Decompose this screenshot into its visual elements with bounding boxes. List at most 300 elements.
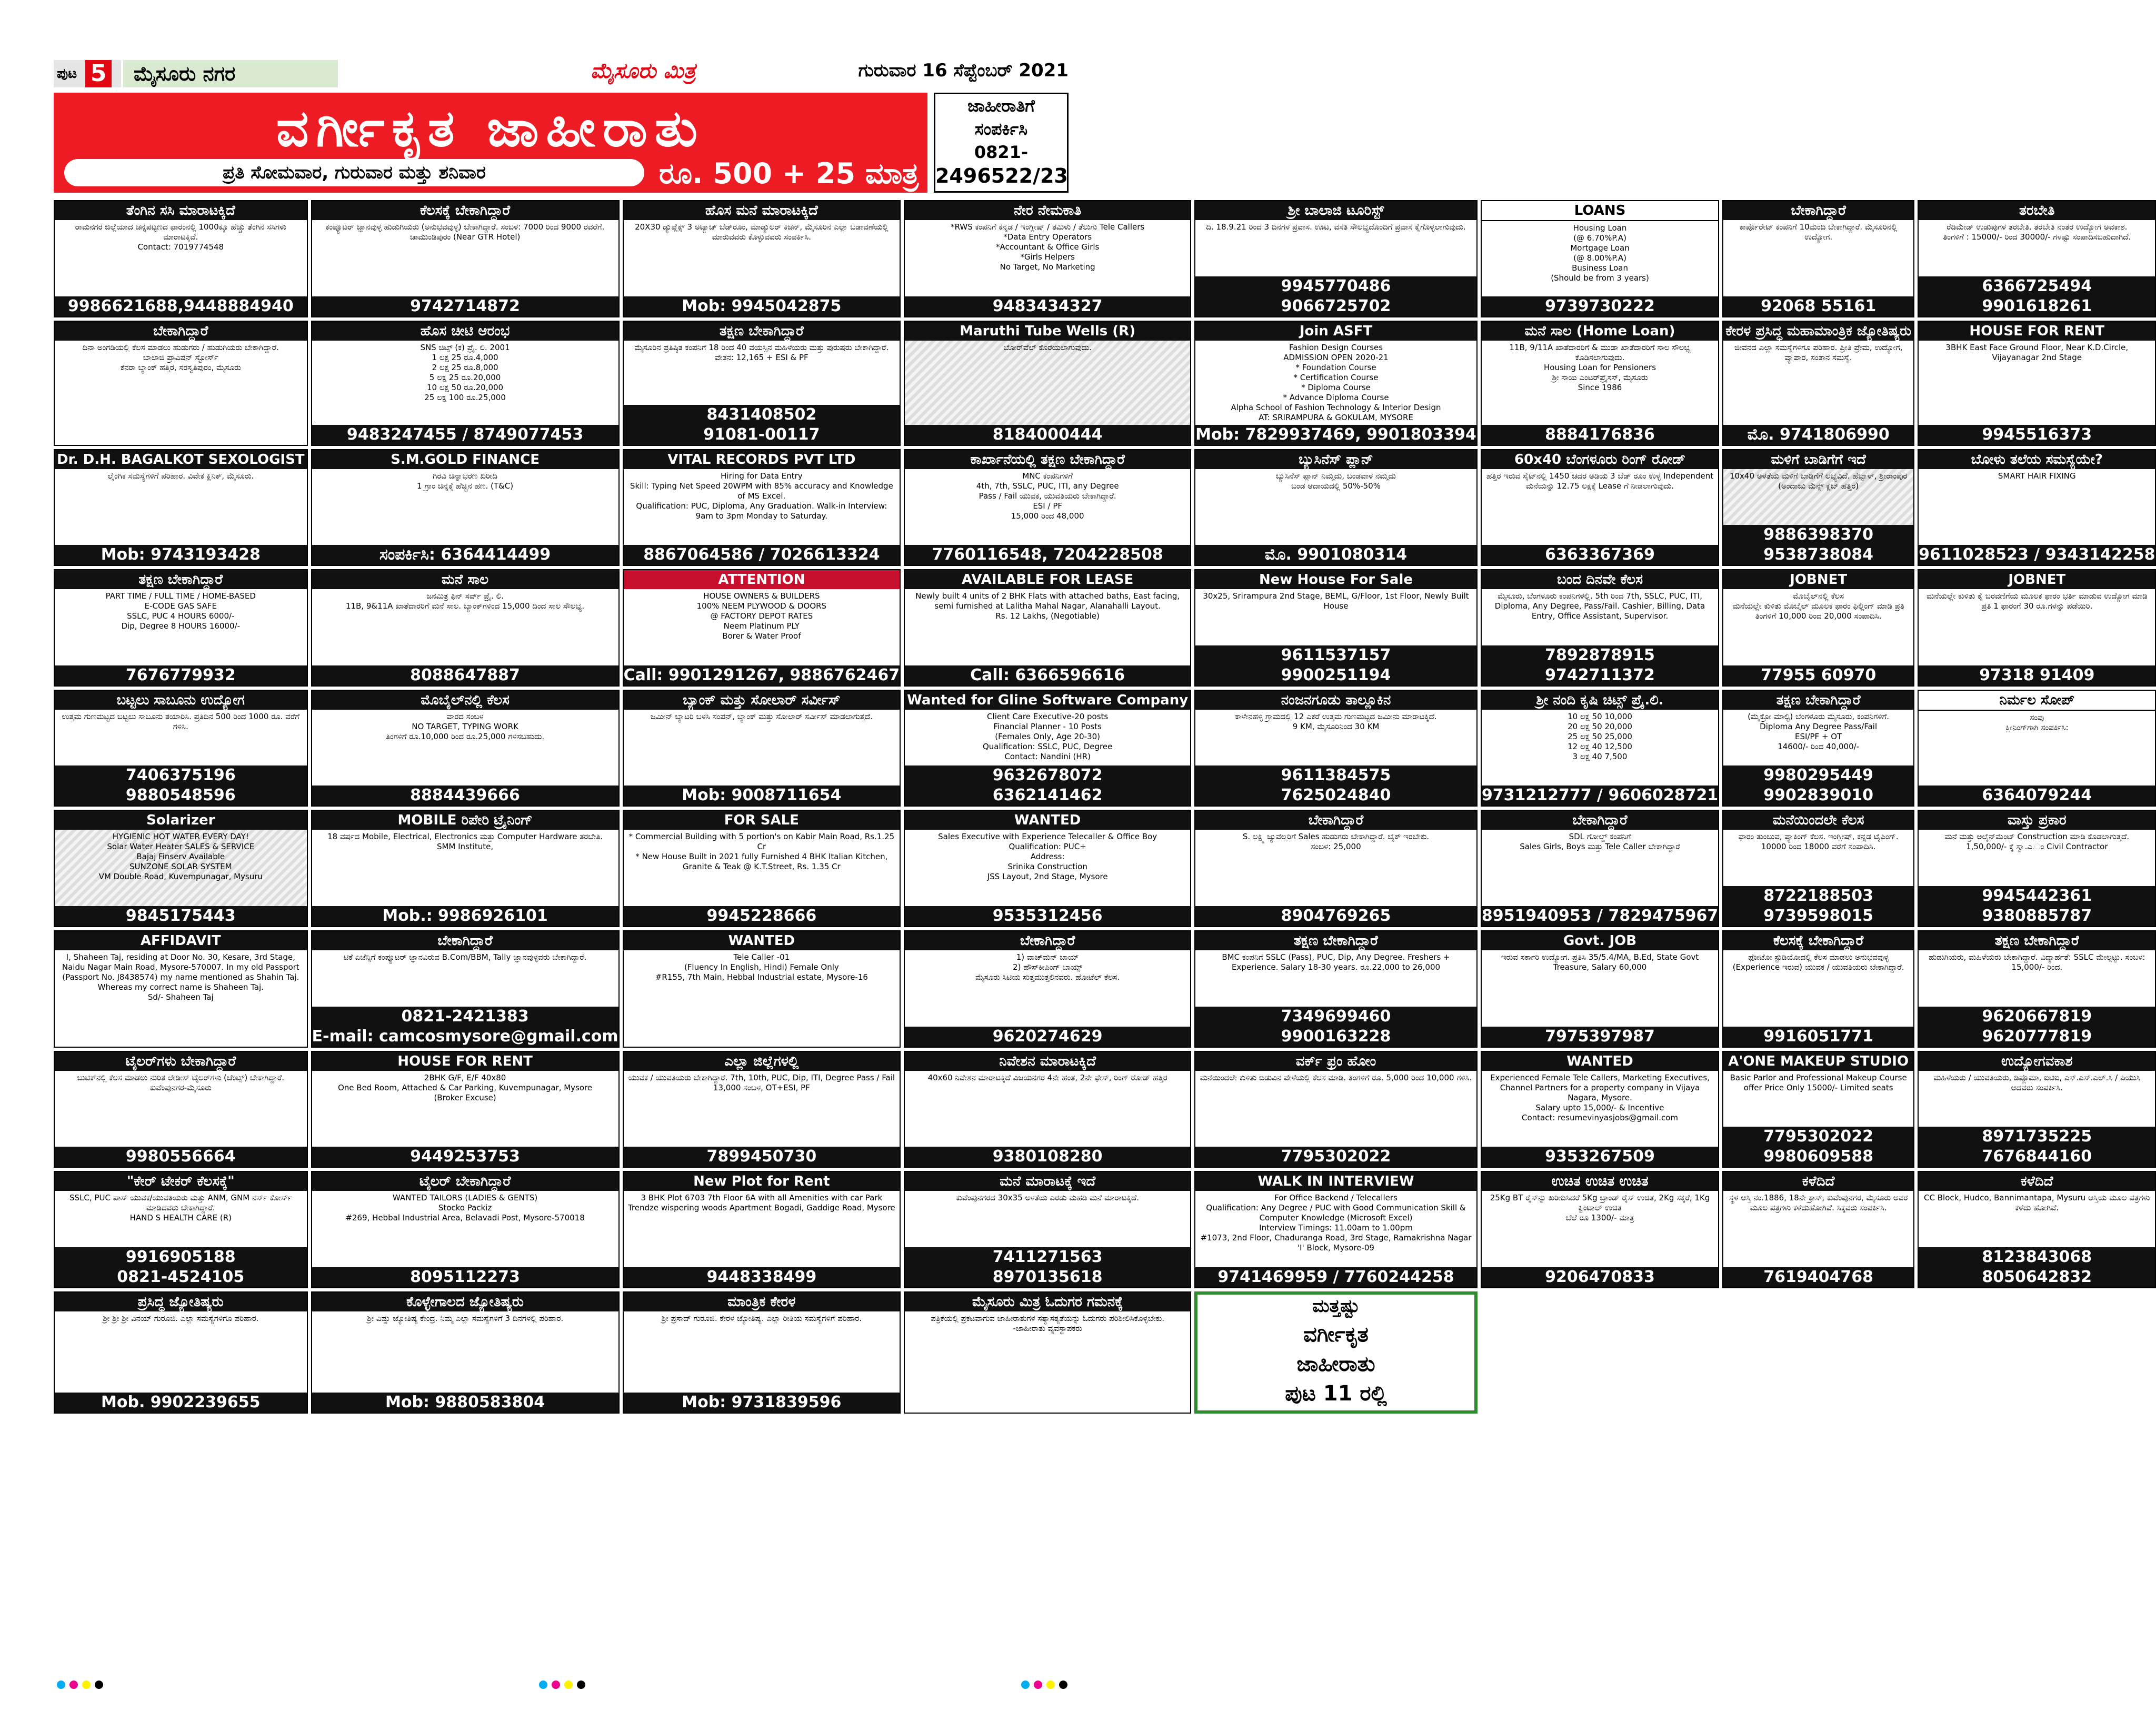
classified-ad xyxy=(1194,1171,1478,1288)
classified-ad xyxy=(1481,321,1719,446)
ad-phone: Mob.: 9986926101 xyxy=(312,906,618,926)
ad-body: ಉತ್ತಮ ಗುಣಮಟ್ಟದ ಬಟ್ಟಲು ಸಾಬೂನು ತಯಾರಿಸಿ. ಪ್ರತಿದಿನ 500 ರಿಂದ 1000 ರೂ. ವರೆಗೆ ಗಳಿಸಿ. xyxy=(62,711,300,731)
ad-title: ಬಂದ ದಿನವೇ ಕೆಲಸ xyxy=(1482,570,1718,589)
ad-title: AVAILABLE FOR LEASE xyxy=(905,570,1190,589)
ad-title: Maruthi Tube Wells (R) xyxy=(905,322,1190,341)
ad-body: ಫಾರಂ ತುಂಬುವ, ಪ್ಯಾಕಿಂಗ್ ಕೆಲಸ. ಇಂಗ್ಲೀಷ್, ಕನ್ನಡ ಟೈಪಿಂಗ್. 10000 ರಿಂದ 18000 ವರೆಗೆ ಸಂಪಾದಿಸಿ. xyxy=(1738,832,1899,852)
ad-title: ತಕ್ಷಣ ಬೇಕಾಗಿದ್ದಾರೆ xyxy=(624,322,900,341)
classified-ad xyxy=(54,200,308,317)
ad-phone: Call: 6366596616 xyxy=(905,665,1190,685)
classified-ad xyxy=(1722,321,1914,446)
magenta-dot xyxy=(1034,1681,1042,1689)
classified-ad xyxy=(1481,1051,1719,1168)
ad-phone: ಮೊ. 9741806990 xyxy=(1723,425,1913,445)
ad-phone: 9945770486 9066725702 xyxy=(1195,276,1476,316)
black-dot xyxy=(577,1681,585,1689)
ad-body: ಶ್ರೀ ಪ್ರಸಾದ್ ಗುರೂಜಿ. ಕೇರಳ ಜ್ಯೋತಿಷ್ಯ. ಎಲ್ಲಾ ರೀತಿಯ ಸಮಸ್ಯೆಗಳಿಗೆ ಪರಿಹಾರ. xyxy=(661,1313,862,1323)
page-header xyxy=(54,57,1069,90)
ad-body: Newly built 4 units of 2 BHK Flats with attached baths, East facing, semi furnished at Lalitha Mahal Nagar, Alanahalli Layout. Rs. 12 Lakhs, (Negotiable) xyxy=(915,591,1180,621)
ad-body: ಸಂಪು ಕ್ಲೀನಿಂಗ್‌ಗಾಗಿ ಸಂಪರ್ಕಿಸಿ: xyxy=(2005,712,2069,732)
ad-phone: Mob: 9008711654 xyxy=(624,786,900,806)
ad-body: ಗಿರವಿ ಚಿನ್ನಾಭರಣ ಖರೀದಿ 1 ಗ್ರಾಂ ಚಿನ್ನಕ್ಕೆ ಹೆಚ್ಚಿನ ಹಣ. (T&C) xyxy=(417,471,514,491)
ad-body: ಶ್ರೀ ಶ್ರೀ ಶ್ರೀ ವಿನಯ್ ಗುರೂಜಿ. ಎಲ್ಲಾ ಸಮಸ್ಯೆಗಳಿಗೂ ಪರಿಹಾರ. xyxy=(103,1313,259,1323)
ad-phone: 9741469959 / 7760244258 xyxy=(1195,1267,1476,1287)
classified-ad xyxy=(1194,1051,1478,1168)
classified-ad xyxy=(1722,1171,1914,1288)
classified-ad xyxy=(1194,690,1478,807)
ad-body: 11B, 9/11A ಖಾತೆದಾರರಿಗೆ & ಮುಡಾ ಖಾತೆದಾರರಿಗೆ ಸಾಲ ಸೌಲಭ್ಯ ಕೊಡಿಸಲಾಗುವುದು. Housing Loan for Pensioners ಶ್ರೀ ಸಾಯಿ ಎಂಟರ್‌ಪ್ರೈಸಸ್, ಮೈಸೂರು Since 1986 xyxy=(1509,342,1691,392)
banner-subtitle: ಪ್ರತಿ ಸೋಮವಾರ, ಗುರುವಾರ ಮತ್ತು ಶನಿವಾರ xyxy=(64,159,644,186)
ad-body: ಕಾಳೇನಹಳ್ಳಿ ಗ್ರಾಮದಲ್ಲಿ 12 ಎಕರೆ ಉತ್ತಮ ಗುಣಮಟ್ಟದ ಜಮೀನು ಮಾರಾಟಕ್ಕಿದೆ. 9 KM, ಮೈಸೂರಿನಿಂದ 30 KM xyxy=(1235,711,1437,731)
ad-phone: 8722188503 9739598015 xyxy=(1723,886,1913,926)
contact-number: 2496522/23 xyxy=(935,164,1068,187)
ad-body: ಕಂಪ್ಯೂಟರ್ ಜ್ಞಾನವುಳ್ಳ ಹುಡುಗಿಯರು (ಅನುಭವವುಳ್ಳ) ಬೇಕಾಗಿದ್ದಾರೆ. ಸಂಬಳ: 7000 ರಿಂದ 9000 ರವರೆಗೆ. ಚಾಮುಂಡಿಪುರಂ (Near GTR Hotel) xyxy=(325,222,605,242)
ad-title: ತಕ್ಷಣ ಬೇಕಾಗಿದ್ದಾರೆ xyxy=(1723,691,1913,710)
ad-title: WANTED xyxy=(905,811,1190,830)
ad-phone: 8431408502 91081-00117 xyxy=(624,405,900,445)
ad-body: ಕುವೆಂಪುನಗರದ 30x35 ಅಳತೆಯ ಎರಡು ಮಹಡಿ ಮನೆ ಮಾರಾಟಕ್ಕಿದೆ. xyxy=(956,1193,1140,1203)
ad-phone: 9739730222 xyxy=(1482,296,1718,316)
black-dot xyxy=(1059,1681,1067,1689)
ad-title: ಮನೆ ಸಾಲ xyxy=(312,570,618,589)
ad-title: ತರಬೇತಿ xyxy=(1919,201,2155,220)
ad-title: VITAL RECORDS PVT LTD xyxy=(624,450,900,469)
ad-phone: 9611537157 9900251194 xyxy=(1195,645,1476,685)
ad-title: ಬೇಕಾಗಿದ್ದಾರೆ xyxy=(55,322,307,341)
classified-ad xyxy=(1481,569,1719,687)
classified-ad xyxy=(311,1051,620,1168)
ad-body: ಮೈಸೂರಿನ ಪ್ರತಿಷ್ಠಿತ ಕಂಪನಿಗೆ 18 ರಿಂದ 40 ವಯಸ್ಸಿನ ಮಹಿಳೆಯರು ಮತ್ತು ಪುರುಷರು ಬೇಕಾಗಿದ್ದಾರೆ. ವೇತನ: 12,165 + ESI & PF xyxy=(634,342,889,362)
ad-body: Basic Parlor and Professional Makeup Course offer Price Only 15000/- Limited seats xyxy=(1730,1072,1907,1092)
ad-body: ಕಾರ್ಪೊರೇಟ್ ಕಂಪನಿಗೆ 10ಮಂದಿ ಬೇಕಾಗಿದ್ದಾರೆ. ಮೈಸೂರಿನಲ್ಲಿ ಉದ್ಯೋಗ. xyxy=(1739,222,1898,242)
classified-ad xyxy=(311,930,620,1048)
ad-title: ಶ್ರೀ ಬಾಲಾಜಿ ಟೂರಿಸ್ಟ್ xyxy=(1195,201,1476,220)
ad-phone: Mob: 9945042875 xyxy=(624,296,900,316)
ad-body: ಬುಟಿಕ್‌ನಲ್ಲಿ ಕೆಲಸ ಮಾಡಲು ನುರಿತ ಲೇಡೀಸ್ ಟೈಲರ್‌ಗಳು (ಜೆಂಟ್ಸ್) ಬೇಕಾಗಿದ್ದಾರೆ. ಕುವೆಂಪುನಗರ-ಮೈಸೂರು xyxy=(77,1072,285,1092)
classified-ad xyxy=(54,321,308,446)
ad-phone: 8123843068 8050642832 xyxy=(1919,1247,2155,1287)
ad-body: 20X30 ಡ್ಯುಪ್ಲೆಕ್ಸ್ 3 ಅಟ್ಯಾಚ್ ಬೆಡ್‌ರೂಂ, ಮಾಡ್ಯುಲರ್ ಕಿಚನ್, ಮೈಸೂರಿನ ಎಲ್ಲಾ ಬಡಾವಣೆಯಲ್ಲಿ ಮಾರುವವರು ಕೊಳ್ಳುವವರು ಸಂಪರ್ಕಿಸಿ. xyxy=(635,222,889,242)
classified-ad xyxy=(311,1291,620,1414)
ad-body: *RWS ಕಂಪನಿಗೆ ಕನ್ನಡ / ಇಂಗ್ಲೀಷ್ / ತಮಿಳು / ತೆಲುಗು Tele Callers *Data Entry Operators *Accountant & Office Girls *Girls Helpers No Target, No Marketing xyxy=(951,222,1145,272)
ad-title: ಮನೆ ಮಾರಾಟಕ್ಕೆ ಇದೆ xyxy=(905,1172,1190,1191)
ad-title: ಕೇರಳ ಪ್ರಸಿದ್ಧ ಮಹಾಮಾಂತ್ರಿಕ ಜ್ಯೋತಿಷ್ಯರು xyxy=(1723,322,1913,341)
ad-phone: 9535312456 xyxy=(905,906,1190,926)
ad-title: ವರ್ಕ್ ಫ್ರಂ ಹೋಂ xyxy=(1195,1052,1476,1071)
ad-body: ಮನೆಯಿಂದಲೇ ಕುಳಿತು ಬಿಡುವಿನ ವೇಳೆಯಲ್ಲಿ ಕೆಲಸ ಮಾಡಿ. ತಿಂಗಳಿಗೆ ರೂ. 5,000 ರಿಂದ 10,000 ಗಳಿಸಿ. xyxy=(1200,1072,1472,1082)
classified-ad xyxy=(1481,930,1719,1048)
classified-ad xyxy=(54,810,308,927)
ad-title: ಬಟ್ಟಲು ಸಾಬೂನು ಉದ್ಯೋಗ xyxy=(55,691,307,710)
ad-phone: 7795302022 9980609588 xyxy=(1723,1127,1913,1167)
ad-phone: Call: 9901291267, 9886762467 xyxy=(623,665,900,684)
ad-phone: 97318 91409 xyxy=(1919,665,2155,685)
advertising-contact-box xyxy=(934,93,1069,193)
ad-title: New Plot for Rent xyxy=(624,1172,900,1191)
ad-body: Hiring for Data Entry Skill: Typing Net Speed 20WPM with 85% accuracy and Knowledge of MS Excel. Qualification: PUC, Diploma, Any Graduation. Walk-in Interview: 9am to 3pm Monday to Saturday. xyxy=(630,471,893,521)
ad-body: ಜೀವನದ ಎಲ್ಲಾ ಸಮಸ್ಯೆಗಳಿಗೂ ಪರಿಹಾರ. ಪ್ರೀತಿ ಪ್ರೇಮ, ಉದ್ಯೋಗ, ವ್ಯಾಪಾರ, ಸಂತಾನ ಸಮಸ್ಯೆ. xyxy=(1734,342,1903,362)
ad-phone: 9731212777 / 9606028721 xyxy=(1481,786,1719,805)
registration-marks-right xyxy=(1021,1681,1067,1693)
ad-title: Wanted for Gline Software Company xyxy=(905,691,1190,710)
ad-body: ಶ್ರೀ ವಿಷ್ಣು ಜ್ಯೋತಿಷ್ಯ ಕೇಂದ್ರ. ನಿಮ್ಮ ಎಲ್ಲಾ ಸಮಸ್ಯೆಗಳಿಗೆ 3 ದಿನಗಳಲ್ಲಿ ಪರಿಹಾರ. xyxy=(366,1313,564,1323)
ad-title: HOUSE FOR RENT xyxy=(1919,322,2155,341)
ad-title: ಟೈಲರ್ ಬೇಕಾಗಿದ್ದಾರೆ xyxy=(312,1172,618,1191)
ad-body: 40x60 ನಿವೇಶನ ಮಾರಾಟಕ್ಕಿದೆ ವಿಜಯನಗರ 4ನೇ ಹಂತ, 2ನೇ ಫೇಸ್, ರಿಂಗ್ ರೋಡ್ ಹತ್ತಿರ xyxy=(927,1072,1167,1082)
ad-title: A'ONE MAKEUP STUDIO xyxy=(1723,1052,1913,1071)
ad-title: JOBNET xyxy=(1723,570,1913,589)
yellow-dot xyxy=(564,1681,573,1689)
classified-ad xyxy=(1194,321,1478,446)
ad-phone: 9611384575 7625024840 xyxy=(1195,765,1476,806)
ad-phone: 9945228666 xyxy=(624,906,900,926)
ad-title: LOANS xyxy=(1482,201,1718,221)
ad-phone: 7676779932 xyxy=(55,665,307,685)
ad-title: New House For Sale xyxy=(1195,570,1476,589)
ad-phone: 7975397987 xyxy=(1482,1027,1718,1047)
ad-body: 3BHK East Face Ground Floor, Near K.D.Circle, Vijayanagar 2nd Stage xyxy=(1945,342,2129,362)
ad-phone: 8971735225 7676844160 xyxy=(1919,1127,2155,1167)
ad-body: Tele Caller -01 (Fluency In English, Hindi) Female Only #R155, 7th Main, Hebbal Industrial estate, Mysore-16 xyxy=(655,952,868,982)
ad-phone: 9845175443 xyxy=(55,906,307,926)
ad-body: Housing Loan (@ 6.70%P.A) Mortgage Loan (@ 8.00%P.A) Business Loan (Should be from 3 years) xyxy=(1551,223,1649,283)
ad-body: ಮನೆ ಮತ್ತು ಅಲೈನ್‌ಮೆಂಟ್ Construction ಮಾಡಿ ಕೊಡಲಾಗುತ್ತದೆ. 1,50,000/- ಕ್ಕೆ ಸ್ವಾ.ಎ.ಂ Civil Contractor xyxy=(1944,832,2130,852)
contact-line-3: 0821- xyxy=(974,142,1029,162)
registration-marks-left xyxy=(57,1681,103,1693)
ad-body: PART TIME / FULL TIME / HOME-BASED E-CODE GAS SAFE SSLC, PUC 4 HOURS 6000/- Dip, Degree 8 HOURS 16000/- xyxy=(105,591,256,631)
ad-title: ಮೊಬೈಲ್‌ನಲ್ಲಿ ಕೆಲಸ xyxy=(312,691,618,710)
ad-phone: 6366725494 9901618261 xyxy=(1919,276,2155,316)
classified-ad xyxy=(1481,1171,1719,1288)
ad-title: ಹೊಸ ಮನೆ ಮಾರಾಟಕ್ಕಿದೆ xyxy=(624,201,900,220)
ad-title: ಪ್ರಸಿದ್ಧ ಜ್ಯೋತಿಷ್ಯರು xyxy=(55,1293,307,1311)
ad-title: ಮನೆ ಸಾಲ (Home Loan) xyxy=(1482,322,1718,341)
ad-phone: 7406375196 9880548596 xyxy=(55,765,307,806)
ad-body: SDL ಗೋಲ್ಡ್ ಕಂಪನಿಗೆ Sales Girls, Boys ಮತ್ತು Tele Caller ಬೇಕಾಗಿದ್ದಾರೆ xyxy=(1520,832,1680,852)
classified-ad xyxy=(311,690,620,807)
ad-phone: 9945516373 xyxy=(1919,425,2155,445)
ad-phone: 7619404768 xyxy=(1723,1267,1913,1287)
classified-ad xyxy=(1918,930,2156,1048)
classified-ad xyxy=(311,449,620,566)
ad-title: ಮೈಸೂರು ಮಿತ್ರ ಓದುಗರ ಗಮನಕ್ಕೆ xyxy=(905,1293,1190,1311)
ad-title: WANTED xyxy=(1482,1052,1718,1071)
ad-body: Fashion Design Courses ADMISSION OPEN 2020-21 * Foundation Course * Certification Course * Diploma Course * Advance Diploma Course Alpha School of Fashion Technology & Interior Design AT: SRIRAMPURA & GOKULAM, MYSORE xyxy=(1231,342,1441,422)
ad-title: ಕೆಲಸಕ್ಕೆ ಬೇಕಾಗಿದ್ದಾರೆ xyxy=(1723,931,1913,950)
ad-phone: 92068 55161 xyxy=(1723,296,1913,316)
classified-ad xyxy=(1722,690,1914,807)
classified-ad xyxy=(1481,810,1719,927)
ad-phone: 9483434327 xyxy=(905,296,1190,316)
ad-phone: Mob: 7829937469, 9901803394 xyxy=(1195,425,1476,444)
classified-ad xyxy=(1722,1051,1914,1168)
ad-phone: 9886398370 9538738084 xyxy=(1723,525,1913,565)
ad-body: ವಾರದ ಸಂಬಳ NO TARGET, TYPING WORK ತಿಂಗಳಿಗೆ ರೂ.10,000 ರಿಂದ ರೂ.25,000 ಗಳಿಸಬಹುದು. xyxy=(385,711,545,741)
ad-phone: 0821-2421383 E-mail: camcosmysore@gmail.com xyxy=(312,1007,618,1046)
magenta-dot xyxy=(552,1681,560,1689)
classified-ad xyxy=(623,1051,901,1168)
ad-title: JOBNET xyxy=(1919,570,2155,589)
ad-body: 10x40 ಅಳತೆಯ ಮಳಿಗೆ ಬಾಡಿಗೆಗೆ ಲಭ್ಯವಿದೆ. ಹೆಬ್ಬಾಳ್, ಶ್ರೀರಾಂಪುರ (ಅಂದಾಜು ಮೆನ್ಸ್ ಕ್ಲಬ್ ಹತ್ತಿರ) xyxy=(1723,469,1913,525)
ad-body: ಹತ್ತಿರ ಇರುವ ಸೈಟ್‌ನಲ್ಲಿ 1450 ಚದರ ಅಡಿಯ 3 ಬೆಡ್ ರೂಂ ಉಳ್ಳ Independent ಮನೆಯನ್ನು 12.75 ಲಕ್ಷಕ್ಕೆ Lease ಗೆ ನೀಡಲಾಗುವುದು. xyxy=(1486,471,1714,491)
contact-line-2: ಸಂಪರ್ಕಿಸಿ xyxy=(974,119,1028,139)
ad-body: ದಿನಾ ಅಂಗಡಿಯಲ್ಲಿ ಕೆಲಸ ಮಾಡಲು ಹುಡುಗರು / ಹುಡುಗಿಯರು ಬೇಕಾಗಿದ್ದಾರೆ. ಬಾಲಾಜಿ ಪ್ರಾವಿಷನ್ ಸ್ಟೋರ್ಸ್ ಕೆನರಾ ಬ್ಯಾಂಕ್ ಹತ್ತಿರ, ಸರಸ್ವತಿಪುರಂ, ಮೈಸೂರು xyxy=(82,342,279,372)
ad-title: ಬೇಕಾಗಿದ್ದಾರೆ xyxy=(1195,811,1476,830)
ad-phone: 7892878915 9742711372 xyxy=(1482,645,1718,685)
ad-body: Client Care Executive-20 posts Financial Planner - 10 Posts (Females Only, Age 20-30) Qualification: SSLC, PUC, Degree Contact: Nandini (HR) xyxy=(982,711,1113,761)
ad-body: ಪತ್ರಿಕೆಯಲ್ಲಿ ಪ್ರಕಟವಾಗುವ ಜಾಹೀರಾತುಗಳ ಸತ್ಯಾಸತ್ಯತೆಯನ್ನು ಓದುಗರು ಪರಿಶೀಲಿಸಿಕೊಳ್ಳಬೇಕು. -ಜಾಹೀರಾತು ವ್ಯವಸ್ಥಾಪಕರು xyxy=(931,1313,1165,1333)
classified-ad xyxy=(904,449,1191,566)
classified-ad xyxy=(623,200,901,317)
ad-body: ಸ್ಥಳ ಆಸ್ತಿ ನಂ.1886, 18ನೇ ಕ್ರಾಸ್, ಕುವೆಂಪುನಗರ, ಮೈಸೂರು ಅವರ ಮೂಲ ಪತ್ರಗಳು ಕಳೆದುಹೋಗಿವೆ. ಸಿಕ್ಕವರು ಸಂಪರ್ಕಿಸಿ. xyxy=(1729,1193,1908,1213)
ad-phone: 9980295449 9902839010 xyxy=(1723,765,1913,806)
ad-body: ಇರುವ ಸರ್ಕಾರಿ ಉದ್ಯೋಗ. ಪ್ರತಿಸಿ 35/5.4/MA, B.Ed, State Govt Treasure, Salary 60,000 xyxy=(1501,952,1699,972)
ad-title: ಮಾಂತ್ರಿಕ ಕೇರಳ xyxy=(624,1293,900,1311)
ad-body: ಜನಮಿತ್ರ ಫಿನ್ ಸರ್ವ್ ಪ್ರೈ. ಲಿ. 11B, 9&11A ಖಾತೆದಾರರಿಗೆ ಮನೆ ಸಾಲ. ಬ್ಯಾಂಕ್‌ಗಳಿಂದ 15,000 ದಿಂದ ಸಾಲ ಸೌಲಭ್ಯ. xyxy=(345,591,585,611)
ad-title: ಶ್ರೀ ನಂದಿ ಕೃಷಿ ಚಿಟ್ಸ್ ಪ್ರೈ.ಲಿ. xyxy=(1482,691,1718,710)
ad-body: HYGIENIC HOT WATER EVERY DAY! Solar Water Heater SALES & SERVICE Bajaj Finserv Available SUNZONE SOLAR SYSTEM VM Double Road, Kuvempunagar, Mysuru xyxy=(55,830,307,906)
classified-ad xyxy=(1722,200,1914,317)
classified-ad xyxy=(54,1291,308,1414)
ad-title: ಕಳೆದಿದೆ xyxy=(1919,1172,2155,1191)
classified-ad xyxy=(311,200,620,317)
ad-phone: 8951940953 / 7829475967 xyxy=(1481,907,1719,925)
black-dot xyxy=(95,1681,103,1689)
ad-phone: 8884439666 xyxy=(312,786,618,806)
ad-phone: Mob: 9880583804 xyxy=(312,1393,618,1413)
ad-body: 18 ವರ್ಷದ Mobile, Electrical, Electronics ಮತ್ತು Computer Hardware ತರಬೇತಿ. SMM Institute, xyxy=(327,832,603,852)
ad-phone: Mob: 9731839596 xyxy=(624,1393,900,1413)
ad-title: WALK IN INTERVIEW xyxy=(1195,1172,1476,1191)
classified-ad xyxy=(1194,930,1478,1048)
ad-phone: 7795302022 xyxy=(1195,1147,1476,1167)
ad-body: ಜಮೀನ್ ಬ್ಯಾಟರಿ ಬಳಸಿ ಸಂಪನ್, ಬ್ಯಾಂಕ್ ಮತ್ತು ಸೋಲಾರ್ ಸರ್ವೀಸ್ ಮಾಡಲಾಗುತ್ತದೆ. xyxy=(650,711,873,721)
classified-ad xyxy=(623,1291,901,1414)
cyan-dot xyxy=(57,1681,65,1689)
classified-ad xyxy=(1481,449,1719,566)
classified-ad xyxy=(1918,1171,2156,1288)
ad-body: 1) ವಾಚ್‌ಮನ್ ಬಾಯ್ 2) ಹೌಸ್‌ಕೀಪಿಂಗ್ ಬಾಯ್ಸ್ ಮೈಸೂರು ಸಿಟಿಯ ಸುತ್ತಮುತ್ತಲಿನವರು. ಹೋಟೆಲ್ ಕೆಲಸ. xyxy=(975,952,1120,982)
classified-ad xyxy=(311,569,620,687)
contact-line-1: ಜಾಹೀರಾತಿಗೆ xyxy=(967,96,1035,116)
ad-phone: 8884176836 xyxy=(1482,425,1718,445)
ad-title: FOR SALE xyxy=(624,811,900,830)
ad-phone: Mob. 9902239655 xyxy=(55,1393,307,1413)
ad-phone: ಸಂಪರ್ಕಿಸಿ: 6364414499 xyxy=(312,545,618,565)
classified-ad xyxy=(1722,449,1914,566)
ad-body: ವರ್ಗೀಕೃತ ಜಾಹೀರಾತು ಪುಟ 11 ರಲ್ಲಿ xyxy=(1285,1322,1387,1406)
ad-body: ದಿ. 18.9.21 ರಿಂದ 3 ದಿನಗಳ ಪ್ರವಾಸ. ಊಟ, ವಸತಿ ಸೌಲಭ್ಯದೊಂದಿಗೆ ಪ್ರವಾಸ ಕೈಗೊಳ್ಳಲಾಗುವುದು. xyxy=(1206,222,1466,232)
yellow-dot xyxy=(82,1681,91,1689)
page-number-badge xyxy=(54,60,121,87)
cyan-dot xyxy=(539,1681,547,1689)
classified-ad xyxy=(1918,1051,2156,1168)
ad-phone: 9448338499 xyxy=(624,1267,900,1287)
classified-ad xyxy=(623,569,901,687)
ad-title: "ಕೇರ್ ಟೇಕರ್ ಕೆಲಸಕ್ಕೆ" xyxy=(55,1172,307,1191)
classified-ad xyxy=(54,1051,308,1168)
masthead-logo: ಮೈಸೂರು ಮಿತ್ರ xyxy=(591,59,696,83)
classified-ad xyxy=(1194,810,1478,927)
ad-title: HOUSE FOR RENT xyxy=(312,1052,618,1071)
ad-phone: Mob: 9743193428 xyxy=(55,545,307,565)
ad-body: ಲೈಂಗಿಕ ಸಮಸ್ಯೆಗಳಿಗೆ ಪರಿಹಾರ. ವಿವೇಕ ಕ್ಲಿನಿಕ್, ಮೈಸೂರು. xyxy=(107,471,254,481)
ad-title: ಬ್ಯಾಂಕ್ ಮತ್ತು ಸೋಲಾರ್ ಸರ್ವೀಸ್ xyxy=(624,691,900,710)
ad-title: ನಿರ್ಮಲ ಸೋಪ್ xyxy=(1919,691,2155,711)
ad-title: AFFIDAVIT xyxy=(55,931,307,950)
ad-body: ಯುವಕ / ಯುವತಿಯರು ಬೇಕಾಗಿದ್ದಾರೆ. 7th, 10th, PUC, Dip, ITI, Degree Pass / Fail 13,000 ಸಂಬಳ, OT+ESI, PF xyxy=(628,1072,895,1092)
ad-phone: 9611028523 / 9343142258 xyxy=(1919,545,2155,564)
ad-title: ಬೇಕಾಗಿದ್ದಾರೆ xyxy=(312,931,618,950)
ad-body: Sales Executive with Experience Telecaller & Office Boy Qualification: PUC+ Address: Srinika Construction JSS Layout, 2nd Stage, Mysore xyxy=(938,832,1157,882)
classified-ad xyxy=(623,810,901,927)
ad-body: ಫೋಟೋ ಸ್ಟುಡಿಯೋದಲ್ಲಿ ಕೆಲಸ ಮಾಡಲು ಅನುಭವವುಳ್ಳ (Experience ಇರುವ) ಯುವಕ / ಯುವತಿಯರು ಬೇಕಾಗಿದ್ದಾರೆ. xyxy=(1732,952,1904,972)
classified-ad xyxy=(904,1291,1191,1414)
classified-ad xyxy=(1194,569,1478,687)
ad-title: ನಂಜನಗೂಡು ತಾಲ್ಲೂಕಿನ xyxy=(1195,691,1476,710)
classified-ad xyxy=(54,690,308,807)
classified-ad xyxy=(623,321,901,446)
ad-title: ವಾಸ್ತು ಪ್ರಕಾರ xyxy=(1919,811,2155,830)
classified-ad xyxy=(54,930,308,1048)
classified-ad xyxy=(623,930,901,1048)
ad-phone: 77955 60970 xyxy=(1723,665,1913,685)
ad-body: ರಾಮನಗರ ಜಿಲ್ಲೆಯಾದ ಚನ್ನಪಟ್ಟಣದ ಫಾರಂನಲ್ಲಿ 1000ಕ್ಕೂ ಹೆಚ್ಚು ತೆಂಗಿನ ಸಸಿಗಳು ಮಾರಾಟಕ್ಕಿವೆ. Contact: 7019774548 xyxy=(75,222,286,252)
ad-phone: 9945442361 9380885787 xyxy=(1919,886,2155,926)
classified-ad xyxy=(904,810,1191,927)
ad-body: ಮೊಬೈಲ್‌ನಲ್ಲಿ ಕೆಲಸ ಮನೆಯಲ್ಲೇ ಕುಳಿತು ಮೊಬೈಲ್ ಮೂಲಕ ಫಾರಂ ಫಿಲ್ಲಿಂಗ್ ಮಾಡಿ ಪ್ರತಿ ತಿಂಗಳಿಗೆ 10,000 ರಿಂದ 20,000 ಸಂಪಾದಿಸಿ. xyxy=(1732,591,1904,621)
ad-body: ಮೈಸೂರು, ಬೆಂಗಳೂರು ಕಂಪನಿಗಳಲ್ಲಿ. 5th ರಿಂದ 7th, SSLC, PUC, ITI, Diploma, Any Degree, Pass/Fail. Cashier, Billing, Data Entry, Office Assistant, Supervisor. xyxy=(1494,591,1705,621)
ad-body: * Commercial Building with 5 portion's on Kabir Main Road, Rs.1.25 Cr * New House Built in 2021 fully Furnished 4 BHK Italian Kitchen, Granite & Teak @ K.T.Street, Rs. 1.35 Cr xyxy=(628,832,895,872)
registration-marks-center xyxy=(539,1681,585,1693)
classified-ad xyxy=(904,569,1191,687)
ad-title: ಮತ್ತಷ್ಟು xyxy=(1197,1295,1474,1318)
classified-banner xyxy=(54,93,927,193)
ad-phone: 9916905188 0821-4524105 xyxy=(55,1247,307,1287)
ad-body: SMART HAIR FIXING xyxy=(1998,471,2076,481)
ad-body: HOUSE OWNERS & BUILDERS 100% NEEM PLYWOOD & DOORS @ FACTORY DEPOT RATES Neem Platinum PLY Borer & Water Proof xyxy=(696,591,827,641)
issue-date: ಗುರುವಾರ 16 ಸೆಪ್ಟೆಂಬರ್ 2021 xyxy=(858,60,1069,81)
ad-body: 10 ಲಕ್ಷ 50 10,000 20 ಲಕ್ಷ 50 20,000 25 ಲಕ್ಷ 50 25,000 12 ಲಕ್ಷ 40 12,500 3 ಲಕ್ಷ 40 7,500 xyxy=(1568,711,1632,761)
ad-title: ATTENTION xyxy=(624,570,900,589)
ad-title: ಬ್ಯುಸಿನೆಸ್ ಪ್ಲಾನ್ xyxy=(1195,450,1476,469)
ad-phone: 9353267509 xyxy=(1482,1147,1718,1167)
classified-ad xyxy=(54,449,308,566)
ad-title: ನೇರ ನೇಮಕಾತಿ xyxy=(905,201,1190,220)
ad-title: ಹೊಸ ಚೀಟಿ ಆರಂಭ xyxy=(312,322,618,341)
ad-title: MOBILE ರಿಪೇರಿ ಟ್ರೈನಿಂಗ್ xyxy=(312,811,618,830)
classified-ad xyxy=(904,690,1191,807)
classified-ad xyxy=(1194,1291,1478,1414)
ad-title: ತಕ್ಷಣ ಬೇಕಾಗಿದ್ದಾರೆ xyxy=(1919,931,2155,950)
classified-ad xyxy=(904,930,1191,1048)
magenta-dot xyxy=(69,1681,78,1689)
classified-ad xyxy=(1918,321,2156,446)
ad-title: Solarizer xyxy=(55,811,307,830)
ad-phone: 9206470833 xyxy=(1482,1267,1718,1287)
ad-body: ಮನೆಯಲ್ಲೇ ಕುಳಿತು ಕೈ ಬರವಣಿಗೆಯ ಮೂಲಕ ಫಾರಂ ಭರ್ತಿ ಮಾಡುವ ಉದ್ಯೋಗ ಮಾಡಿ ಪ್ರತಿ 1 ಫಾರಂಗೆ 30 ರೂ.ಗಳನ್ನು ಪಡೆಯಿರಿ. xyxy=(1926,591,2148,611)
classified-ad xyxy=(1481,200,1719,317)
classified-ad xyxy=(623,690,901,807)
ad-body: For Office Backend / Telecallers Qualification: Any Degree / PUC with Good Communication Skill & Computer Knowledge (Microsoft Excel) Interview Timings: 11.00am to 1.00pm #1073, 2nd Floor, Chaduranga Road, 3rd Stage, Ramakrishna Nagar 'I' Block, Mysore-09 xyxy=(1200,1193,1472,1253)
ad-title: ಮನೆಯಿಂದಲೇ ಕೆಲಸ xyxy=(1723,811,1913,830)
classified-ad xyxy=(311,1171,620,1288)
classified-ad xyxy=(1722,569,1914,687)
ad-title: ಬೇಕಾಗಿದ್ದಾರೆ xyxy=(1482,811,1718,830)
classified-ad xyxy=(1918,200,2156,317)
classified-ad xyxy=(904,1171,1191,1288)
ad-phone: 9620667819 9620777819 xyxy=(1919,1007,2155,1047)
ad-body: WANTED TAILORS (LADIES & GENTS) Stocko Packiz #269, Hebbal Industrial Area, Belavadi Post, Mysore-570018 xyxy=(345,1193,585,1223)
ad-title: ಎಲ್ಲಾ ಜಿಲ್ಲೆಗಳಲ್ಲಿ xyxy=(624,1052,900,1071)
yellow-dot xyxy=(1046,1681,1055,1689)
ad-title: ತೆಂಗಿನ ಸಸಿ ಮಾರಾಟಕ್ಕಿದೆ xyxy=(55,201,307,220)
ad-title: Dr. D.H. BAGALKOT SEXOLOGIST xyxy=(55,450,307,469)
classified-ad xyxy=(54,1171,308,1288)
classified-ad xyxy=(1722,810,1914,927)
ad-phone: 8184000444 xyxy=(905,425,1190,445)
ad-phone: 6364079244 xyxy=(1919,786,2155,806)
classified-ad xyxy=(1481,690,1719,807)
ad-phone: 6363367369 xyxy=(1482,545,1718,565)
ad-body: S. ಲಕ್ಷ್ಮಿ ಜ್ಯುವೆಲ್ಲರಿಗೆ Sales ಹುಡುಗರು ಬೇಕಾಗಿದ್ದಾರೆ. ಬೈಕ್ ಇರಬೇಕು. ಸಂಬಳ: 25,000 xyxy=(1242,832,1430,852)
ad-body: MNC ಕಂಪನಿಗಳಿಗೆ 4th, 7th, SSLC, PUC, ITI, any Degree Pass / Fail ಯುವಕ, ಯುವತಿಯರು ಬೇಕಾಗಿದ್ದಾರೆ. ESI / PF 15,000 ರಿಂದ 48,000 xyxy=(976,471,1119,521)
ad-body: ಟಿಕೆ ಏಜೆನ್ಸಿಗೆ ಕಂಪ್ಯೂಟರ್ ಜ್ಞಾನವಿರುವ B.Com/BBM, Tally ಜ್ಞಾನವುಳ್ಳವರು ಬೇಕಾಗಿದ್ದಾರೆ. xyxy=(343,952,587,962)
ad-title: ಕೆಲಸಕ್ಕೆ ಬೇಕಾಗಿದ್ದಾರೆ xyxy=(312,201,618,220)
ad-title: ಕಾರ್ಖಾನೆಯಲ್ಲಿ ತಕ್ಷಣ ಬೇಕಾಗಿದ್ದಾರೆ xyxy=(905,450,1190,469)
classified-ad xyxy=(904,200,1191,317)
ad-body: CC Block, Hudco, Bannimantapa, Mysuru ಆಸ್ತಿಯ ಮೂಲ ಪತ್ರಗಳು ಕಳೆದು ಹೋಗಿವೆ. xyxy=(1924,1193,2150,1213)
ad-phone: 9980556664 xyxy=(55,1147,307,1167)
ad-title: ಬೋಳು ತಲೆಯ ಸಮಸ್ಯೆಯೇ? xyxy=(1919,450,2155,469)
classified-ad xyxy=(1918,569,2156,687)
ad-phone: 9380108280 xyxy=(905,1147,1190,1167)
section-name: ಮೈಸೂರು ನಗರ xyxy=(123,60,338,87)
ad-phone: 7349699460 9900163228 xyxy=(1195,1007,1476,1047)
ad-title: ಟೈಲರ್‌ಗಳು ಬೇಕಾಗಿದ್ದಾರೆ xyxy=(55,1052,307,1071)
classified-ad xyxy=(1918,810,2156,927)
ad-title: ಬೇಕಾಗಿದ್ದಾರೆ xyxy=(1723,201,1913,220)
ad-body: 3 BHK Plot 6703 7th Floor 6A with all Amenities with car Park Trendze wispering woods Apartment Bogadi, Gaddige Road, Mysore xyxy=(627,1193,895,1213)
ad-phone: 8904769265 xyxy=(1195,906,1476,926)
ad-title: ಕೊಳ್ಳೇಗಾಲದ ಜ್ಯೋತಿಷ್ಯರು xyxy=(312,1293,618,1311)
ad-body: Experienced Female Tele Callers, Marketing Executives, Channel Partners for a property company in Vijaya Nagara, Mysore. Salary upto 15,000/- & Incentive Contact: resumevinyasjobs@gmail.com xyxy=(1490,1072,1710,1122)
ad-phone: ಮೊ. 9901080314 xyxy=(1195,545,1476,565)
ad-phone: 9742714872 xyxy=(312,296,618,316)
ad-body: ಬೋರ್‌ವೆಲ್ ಕೊರೆಯಲಾಗುವುದು. xyxy=(905,341,1190,425)
classified-ad xyxy=(311,810,620,927)
classified-ad xyxy=(54,569,308,687)
ad-phone: 8867064586 / 7026613324 xyxy=(624,545,900,565)
banner-price: ರೂ. 500 + 25 ಮಾತ್ರ xyxy=(659,157,919,190)
ad-phone: 9916051771 xyxy=(1723,1027,1913,1047)
ad-phone: 8088647887 xyxy=(312,665,618,685)
ad-body: 25Kg BT ರೈಸ್‌ನ್ನು ಖರೀದಿಸಿದರೆ 5Kg ಬ್ರಾಂಡ್ ರೈಸ್ ಉಚಿತ, 2Kg ಸಕ್ಕರೆ, 1Kg ಕ್ವಿಂಟಾಲ್ ಉಚಿತ ಬೆಲೆ ರೂ 1300/- ಮಾತ್ರ xyxy=(1490,1193,1710,1223)
ad-body: ಮಹಿಳೆಯರು / ಯುವತಿಯರು, ಡಿಪ್ಲೊಮಾ, ಐಟಿಐ, ಎಸ್.ಎಸ್.ಎಲ್.ಸಿ / ಪಿಯುಸಿ ಆದವರು ಸಂಪರ್ಕಿಸಿ. xyxy=(1933,1072,2141,1092)
ad-title: ನಿವೇಶನ ಮಾರಾಟಕ್ಕಿದೆ xyxy=(905,1052,1190,1071)
page-label: ಪುಟ xyxy=(57,66,77,82)
ad-phone: 9483247455 / 8749077453 xyxy=(312,425,618,445)
ad-phone: 7411271563 8970135618 xyxy=(905,1247,1190,1287)
ad-title: ಕಳೆದಿದೆ xyxy=(1723,1172,1913,1191)
ad-body: BMC ಕಂಪನಿಗೆ SSLC (Pass), PUC, Dip, Any Degree. Freshers + Experience. Salary 18-30 years. ರೂ.22,000 to 26,000 xyxy=(1222,952,1450,972)
ad-body: I, Shaheen Taj, residing at Door No. 30, Kesare, 3rd Stage, Naidu Nagar Main Road, Mysore-570007. In my old Passport (Passport No. J8438574) my name mentioned as Shahin Taj. Whereas my correct name is Shaheen Taj. Sd/- Shaheen Taj xyxy=(62,952,300,1002)
ad-body: ಹುಡುಗಿಯರು, ಮಹಿಳೆಯರು ಬೇಕಾಗಿದ್ದಾರೆ. ವಿದ್ಯಾರ್ಹತೆ: SSLC ಮೇಲ್ಪಟ್ಟು. ಸಂಬಳ: 15,000/- ರಿಂದ. xyxy=(1929,952,2145,972)
classified-ad xyxy=(1194,200,1478,317)
ad-phone: 9986621688,9448884940 xyxy=(55,296,307,316)
ad-title: 60x40 ಬೆಂಗಳೂರು ರಿಂಗ್ ರೋಡ್ xyxy=(1482,450,1718,469)
classified-ad xyxy=(1918,449,2156,566)
